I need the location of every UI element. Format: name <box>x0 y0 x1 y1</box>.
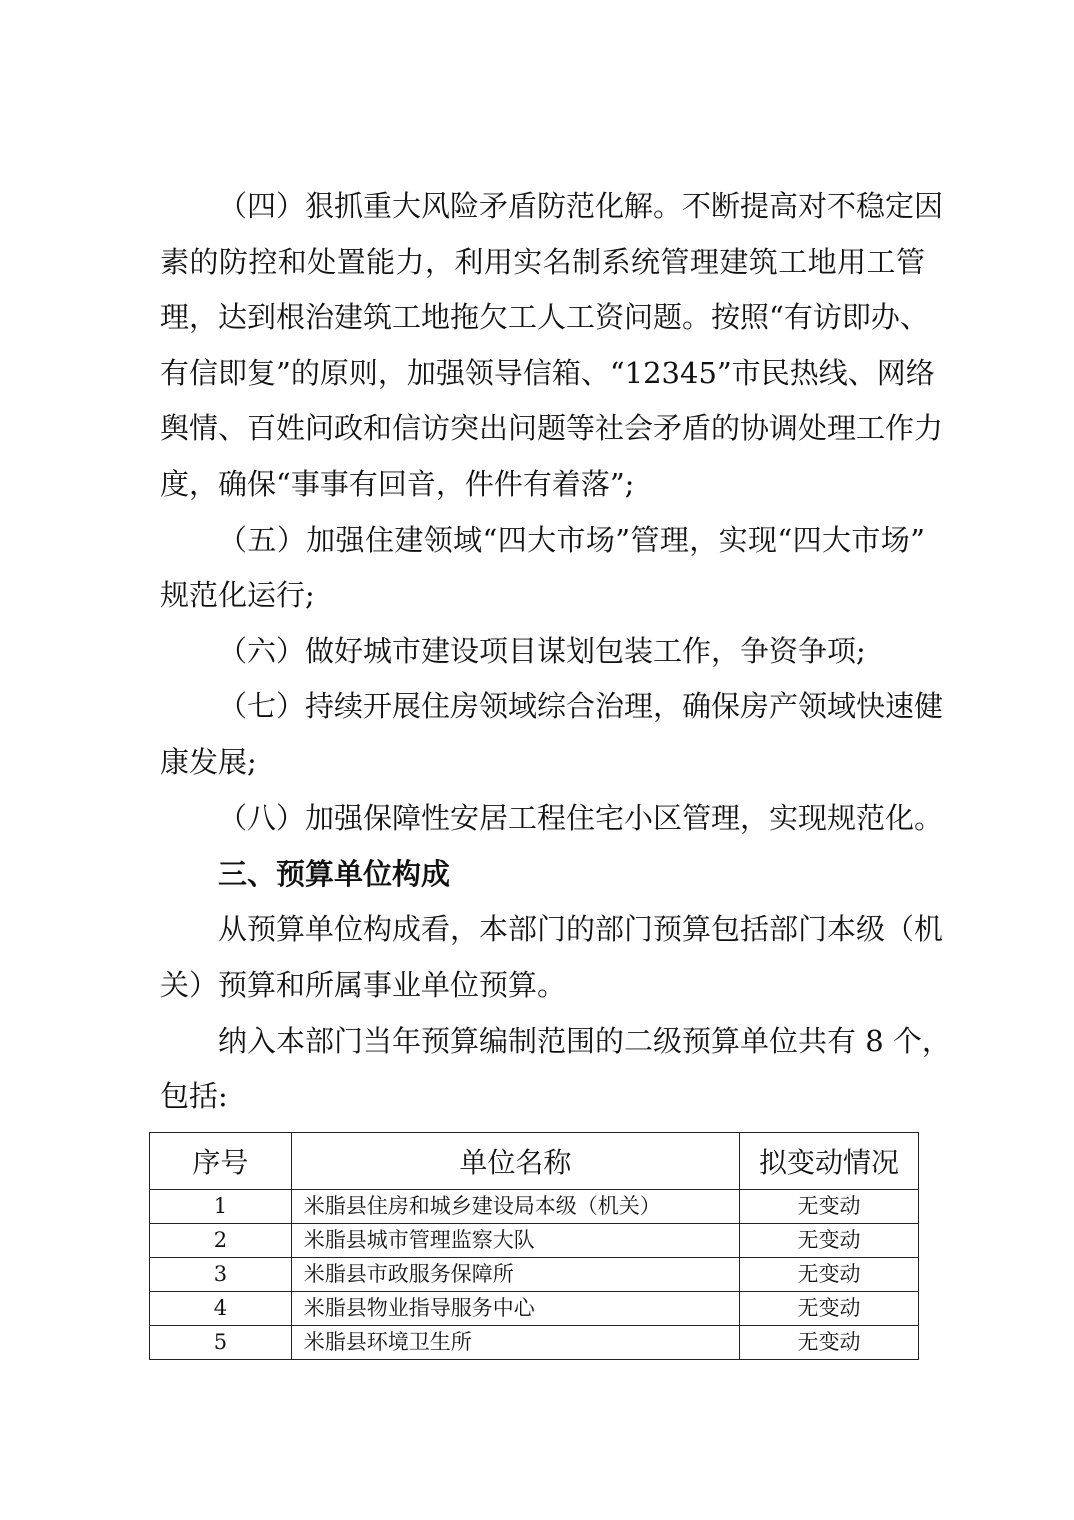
cell-unit-name: 米脂县物业指导服务中心 <box>291 1292 739 1326</box>
table-row <box>150 1292 919 1326</box>
paragraph-line: （八）加强保障性安居工程住宅小区管理，实现规范化。 <box>218 801 944 835</box>
table-row <box>150 1224 919 1258</box>
cell-unit-name: 米脂县住房和城乡建设局本级（机关） <box>291 1190 739 1224</box>
header-change-status: 拟变动情况 <box>739 1133 918 1190</box>
header-unit-name: 单位名称 <box>291 1133 739 1190</box>
cell-serial-number: 1 <box>150 1190 292 1224</box>
cell-change-status: 无变动 <box>739 1190 918 1224</box>
paragraph-line: 纳入本部门当年预算编制范围的二级预算单位共有 8 个， <box>218 1024 951 1058</box>
section-heading: 三、预算单位构成 <box>218 857 451 891</box>
cell-serial-number: 3 <box>150 1258 292 1292</box>
paragraph-line: 关）预算和所属事业单位预算。 <box>160 968 567 1002</box>
budget-units-table <box>149 1132 919 1360</box>
paragraph-line: 包括: <box>160 1079 228 1113</box>
paragraph-line: 有信即复”的原则，加强领导信箱、“12345”市民热线、网络 <box>160 356 935 390</box>
cell-serial-number: 2 <box>150 1224 292 1258</box>
cell-change-status: 无变动 <box>739 1224 918 1258</box>
cell-unit-name: 米脂县市政服务保障所 <box>291 1258 739 1292</box>
paragraph-line: （五）加强住建领域“四大市场”管理，实现“四大市场” <box>218 523 925 557</box>
paragraph-line: （六）做好城市建设项目谋划包装工作，争资争项; <box>218 634 866 668</box>
paragraph-line: 理，达到根治建筑工地拖欠工人工资问题。按照“有访即办、 <box>160 300 929 334</box>
header-serial-number: 序号 <box>150 1133 292 1190</box>
paragraph-line: 规范化运行; <box>160 578 315 612</box>
paragraph-line: （四）狠抓重大风险矛盾防范化解。不断提高对不稳定因 <box>218 189 944 223</box>
paragraph-line: 度，确保“事事有回音，件件有着落”; <box>160 467 635 501</box>
paragraph-line: 从预算单位构成看，本部门的部门预算包括部门本级（机 <box>218 912 944 946</box>
cell-change-status: 无变动 <box>739 1326 918 1360</box>
cell-unit-name: 米脂县环境卫生所 <box>291 1326 739 1360</box>
table-row <box>150 1258 919 1292</box>
cell-unit-name: 米脂县城市管理监察大队 <box>291 1224 739 1258</box>
table-row <box>150 1190 919 1224</box>
paragraph-line: 素的防控和处置能力，利用实名制系统管理建筑工地用工管 <box>160 245 925 279</box>
paragraph-line: （七）持续开展住房领域综合治理，确保房产领域快速健 <box>218 689 944 723</box>
cell-serial-number: 5 <box>150 1326 292 1360</box>
cell-change-status: 无变动 <box>739 1292 918 1326</box>
cell-change-status: 无变动 <box>739 1258 918 1292</box>
table-row <box>150 1326 919 1360</box>
paragraph-line: 舆情、百姓问政和信访突出问题等社会矛盾的协调处理工作力 <box>160 411 944 445</box>
paragraph-line: 康发展; <box>160 745 257 779</box>
table-header-row <box>150 1133 919 1190</box>
cell-serial-number: 4 <box>150 1292 292 1326</box>
